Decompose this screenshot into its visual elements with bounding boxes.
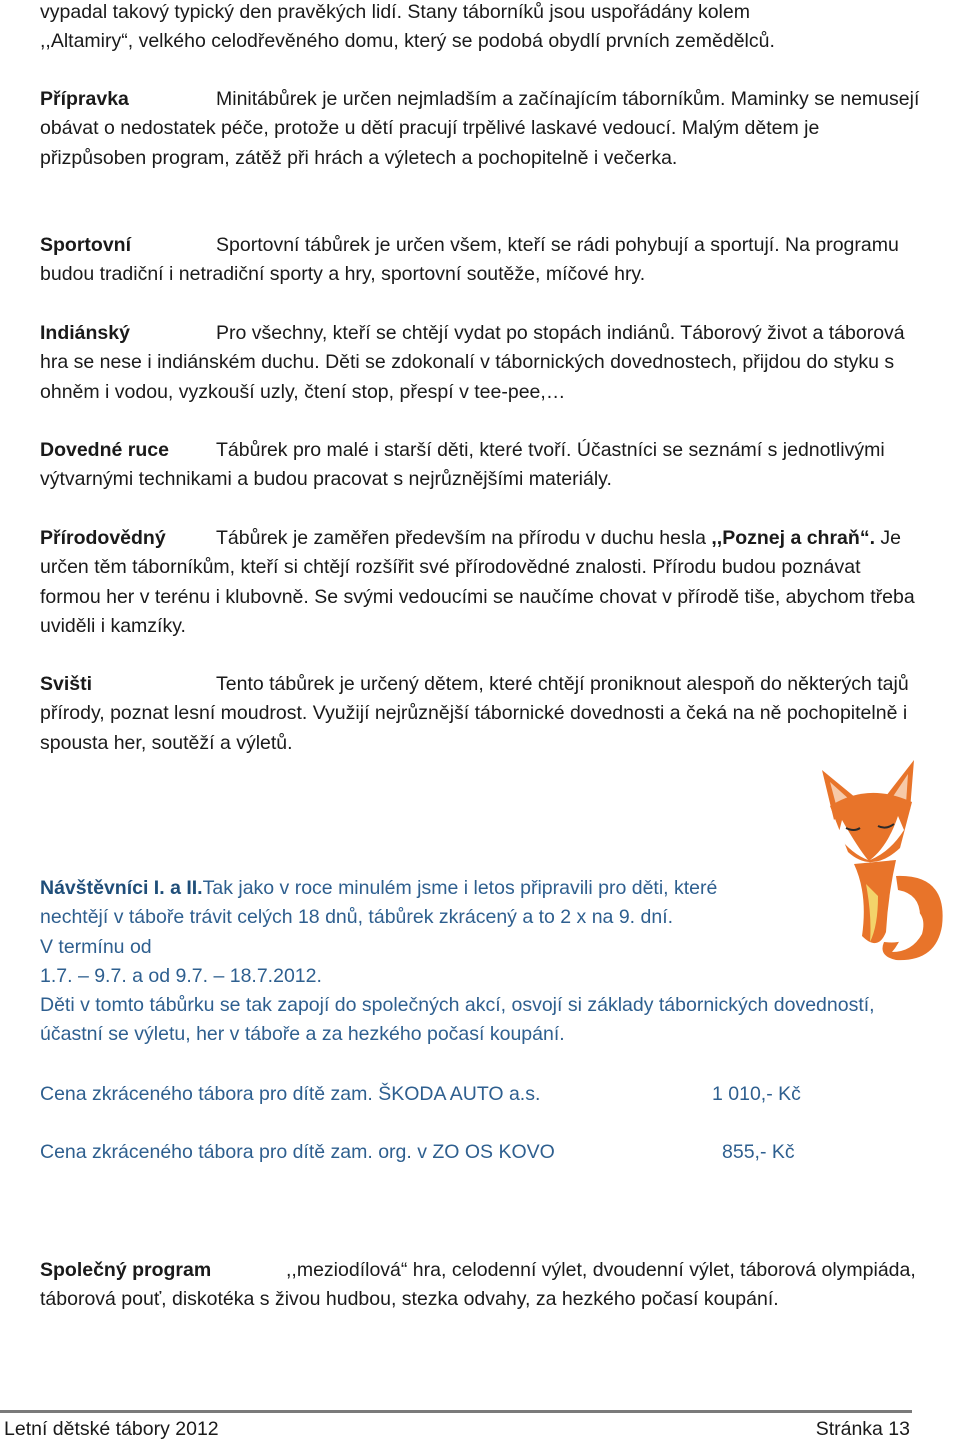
- section-pripravka: [40, 85, 920, 173]
- section-label: Indiánský: [40, 322, 130, 344]
- intro-text: [40, 0, 920, 57]
- price-label: Cena zkráceného tábora pro dítě zam. ŠKODA AUTO a.s.: [40, 1083, 541, 1105]
- section-label: Přípravka: [40, 88, 129, 110]
- page-number: Stránka 13: [815, 1418, 910, 1440]
- intro-line-2: ,,Altamiry“, velkého celodřevěného domu, který se podobá obydlí prvních zemědělců.: [40, 30, 775, 53]
- section-program: [40, 1256, 920, 1315]
- footer-title: Letní dětské tábory 2012: [4, 1418, 219, 1440]
- visitors-label: Návštěvníci I. a II.: [40, 877, 203, 899]
- visitors-line-2: nechtějí v táboře trávit celých 18 dnů, tábůrek zkrácený a to 2 x na 9. dní.: [40, 906, 674, 929]
- visitors-line-1: Tak jako v roce minulém jsme i letos připravili pro děti, které: [202, 877, 718, 899]
- visitors-line-3: V termínu od: [40, 935, 152, 958]
- visitors-line-5: Děti v tomto tábůrku se tak zapojí do společných akcí, osvojí si základy tábornických dovedností, účastní se výletu, her v táboře a za hezkého počasí koupání.: [40, 994, 875, 1046]
- section-text: Pro všechny, kteří se chtějí vydat po stopách indiánů. Táborový život a táborová hra se nese i indiánském duchu. Děti se zdokonalí v tábornických dovednostech, přijdou do styku s ohněm i vodou, vyzkouší uzly, čtení stop, přespí v tee-pee,…: [40, 322, 905, 403]
- section-label: Sportovní: [40, 234, 131, 256]
- section-label: Přírodovědný: [40, 527, 166, 549]
- program-text: ,,meziodílová“ hra, celodenní výlet, dvoudenní výlet, táborová olympiáda, táborová pouť, diskotéka s živou hudbou, stezka odvahy, za hezkého počasí koupání.: [40, 1259, 916, 1311]
- program-label: Společný program: [40, 1259, 212, 1281]
- section-text: Tento tábůrek je určený dětem, které chtějí proniknout alespoň do některých tajů přírody, poznat lesní moudrost. Využijí nejrůznější tábornické dovednosti a čeká na ně pochopitelně i spousta her, soutěží a výletů.: [40, 673, 909, 754]
- price-row: [40, 1138, 820, 1167]
- section-text: Minitábůrek je určen nejmladším a začínajícím táborníkům. Maminky se nemusejí obávat o nedostatek péče, protože u dětí pracují trpělivé laskavé vedoucí. Malým dětem je přizpůsoben program, zátěž při hrách a výletech a pochopitelně i večerka.: [40, 88, 920, 169]
- price-amount: 855,- Kč: [722, 1141, 795, 1163]
- section-sportovni: [40, 231, 920, 290]
- section-text-after: Je určen těm táborníkům, kteří si chtějí rozšířit své přírodovědné znalosti. Přírodu budou poznávat formou her v terénu i klubovně. Se svými vedoucími se naučíme chovat v přírodě tiše, abychom třeba uviděli i kamzíky.: [40, 527, 915, 637]
- section-dovedne-ruce: [40, 436, 920, 495]
- section-motto: ,,Poznej a chraň“.: [711, 527, 875, 549]
- section-prirodovedny: [40, 524, 920, 641]
- section-text-before: Tábůrek je zaměřen především na přírodu v duchu hesla: [216, 527, 712, 549]
- price-row: [40, 1080, 820, 1109]
- visitors-line-4: 1.7. – 9.7. a od 9.7. – 18.7.2012.: [40, 964, 322, 987]
- intro-line-1: vypadal takový typický den pravěkých lidí. Stany táborníků jsou uspořádány kolem: [40, 1, 750, 23]
- section-indiansky: [40, 319, 920, 407]
- section-label: Svišti: [40, 673, 93, 695]
- section-visitors: [40, 874, 920, 1050]
- price-amount: 1 010,- Kč: [712, 1083, 801, 1105]
- footer-divider: [0, 1410, 912, 1413]
- price-label: Cena zkráceného tábora pro dítě zam. org. v ZO OS KOVO: [40, 1141, 555, 1163]
- section-svisti: [40, 670, 920, 758]
- section-label: Dovedné ruce: [40, 439, 169, 461]
- section-text: Sportovní tábůrek je určen všem, kteří se rádi pohybují a sportují. Na programu budou tradiční i netradiční sporty a hry, sportovní soutěže, míčové hry.: [40, 234, 899, 286]
- section-text: Tábůrek pro malé i starší děti, které tvoří. Účastníci se seznámí s jednotlivými výtvarnými technikami a budou pracovat s nejrůznějšími materiály.: [40, 439, 885, 491]
